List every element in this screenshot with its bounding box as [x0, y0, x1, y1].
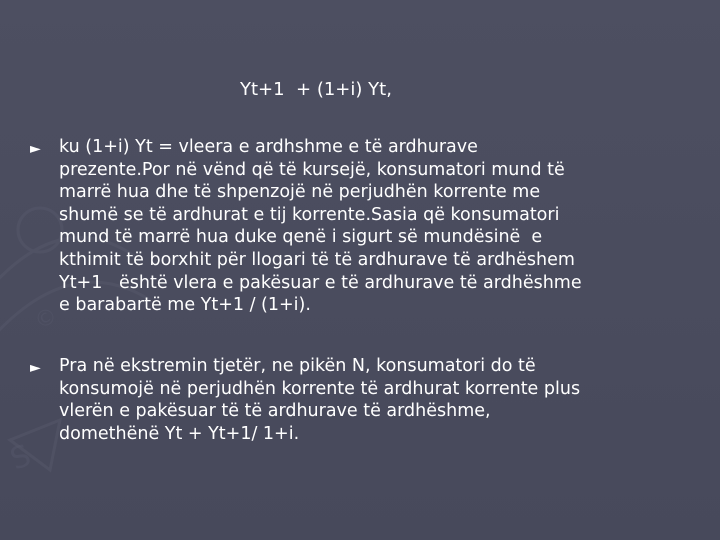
- paragraph-line: Pra në ekstremin tjetër, ne pikën N, konsumatori do të: [59, 356, 536, 376]
- svg-text:S: S: [5, 438, 36, 478]
- paragraph-line: marrë hua dhe të shpenzojë në perjudhën korrente me: [59, 182, 541, 203]
- paragraph-line: Yt+1 është vlera e pakësuar e të ardhurave të ardhëshme: [59, 272, 582, 293]
- paragraph-line: e barabartë me Yt+1 / (1+i).: [59, 295, 311, 316]
- paragraph-line: prezente.Por në vënd që të kursejë, konsumatori mund të: [59, 159, 565, 180]
- paragraph-line: shumë se të ardhurat e tij korrente.Sasia që konsumatori: [59, 204, 560, 225]
- paragraph-line: kthimit të borxhit për llogari të të ardhurave të ardhëshem: [59, 249, 575, 270]
- paragraph-line: domethënë Yt + Yt+1/ 1+i.: [59, 423, 300, 444]
- paragraph-line: vlerën e pakësuar të të ardhurave të ardhëshme,: [59, 401, 491, 422]
- paragraph-line: mund të marrë hua duke qenë i sigurt së mundësinë e: [59, 227, 543, 248]
- formula-heading: Yt+1 + (1+i) Yt,: [240, 79, 392, 100]
- bullet-arrow-icon: ►: [30, 141, 41, 157]
- bullet-paragraph-1: [59, 136, 709, 317]
- bullet-paragraph-2: [59, 355, 709, 445]
- paragraph-line: ku (1+i) Yt = vleera e ardhshme e të ardhurave: [59, 137, 478, 157]
- svg-text:©: ©: [30, 302, 63, 336]
- bullet-arrow-icon: ►: [30, 360, 41, 376]
- paragraph-line: konsumojë në perjudhën korrente të ardhurat korrente plus: [59, 378, 581, 399]
